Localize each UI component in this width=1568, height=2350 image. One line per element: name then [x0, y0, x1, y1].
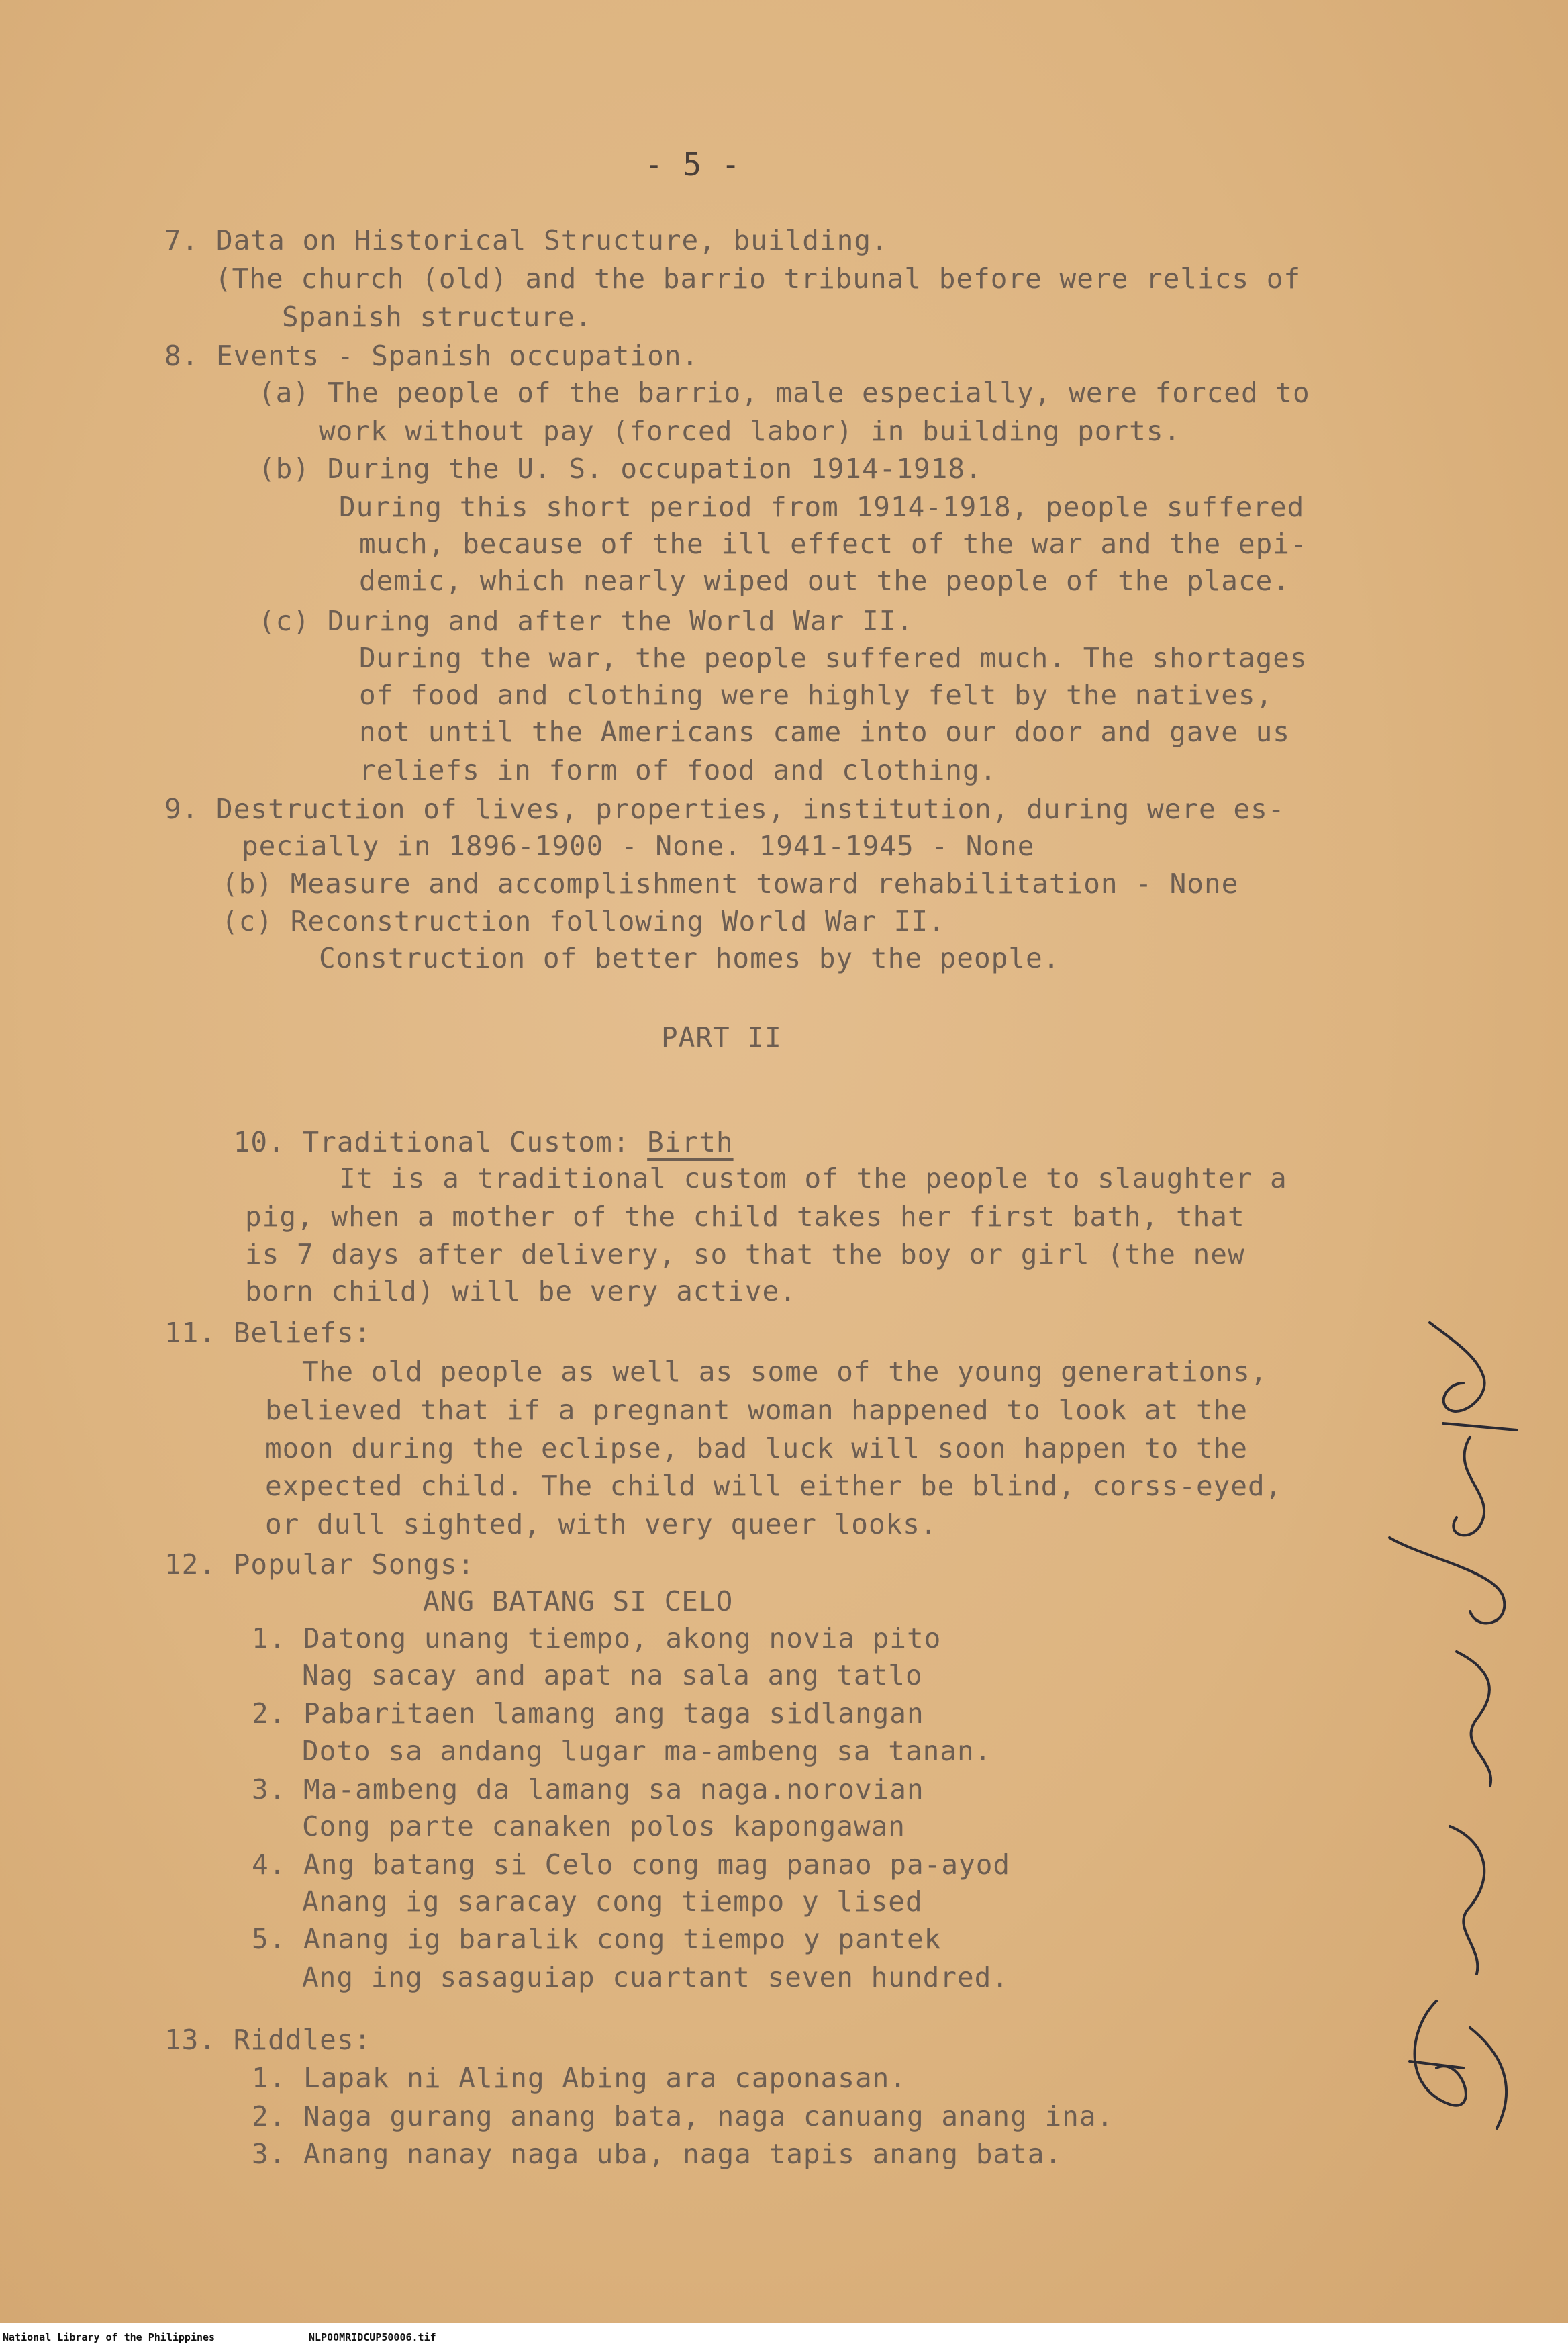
item-8-line: (a) The people of the barrio, male especially, were forced to: [258, 377, 1310, 409]
riddle-line: 1. Lapak ni Aling Abing ara caponasan.: [252, 2062, 907, 2094]
page-number: - 5 -: [644, 146, 741, 183]
custom-heading-label: 10. Traditional Custom:: [233, 1126, 648, 1158]
item-9-line: Construction of better homes by the people.: [319, 942, 1061, 974]
song-line: Ang ing sasaguiap cuartant seven hundred.: [302, 1961, 1010, 1993]
song-line: Nag sacay and apat na sala ang tatlo: [302, 1659, 923, 1691]
item-8-heading: 8. Events - Spanish occupation.: [164, 340, 699, 372]
item-8-line: (b) During the U. S. occupation 1914-1918.: [258, 453, 983, 485]
beliefs-line: The old people as well as some of the young generations,: [302, 1356, 1268, 1388]
song-line: 2. Pabaritaen lamang ang taga sidlangan: [252, 1697, 924, 1730]
item-8-line: of food and clothing were highly felt by the natives,: [359, 679, 1273, 711]
song-line: 5. Anang ig baralik cong tiempo y pantek: [252, 1923, 942, 1955]
footer-bar: [0, 2323, 1568, 2350]
birth-line: is 7 days after delivery, so that the boy or girl (the new: [245, 1238, 1245, 1270]
song-line: 1. Datong unang tiempo, akong novia pito: [252, 1622, 942, 1654]
item-8-line: much, because of the ill effect of the war and the epi-: [359, 528, 1308, 560]
song-line: 3. Ma-ambeng da lamang sa naga.norovian: [252, 1773, 924, 1805]
song-line: Cong parte canaken polos kapongawan: [302, 1810, 905, 1842]
song-line: Anang ig saracay cong tiempo y lised: [302, 1885, 923, 1918]
songs-heading: 12. Popular Songs:: [164, 1548, 475, 1581]
riddle-line: 3. Anang nanay naga uba, naga tapis anang bata.: [252, 2138, 1063, 2170]
item-8-line: demic, which nearly wiped out the people of the place.: [359, 565, 1290, 597]
part-heading: PART II: [661, 1021, 782, 1053]
birth-line: born child) will be very active.: [245, 1275, 797, 1307]
custom-heading-topic: Birth: [647, 1126, 734, 1158]
item-9-line: (b) Measure and accomplishment toward rehabilitation - None: [222, 867, 1239, 900]
beliefs-line: moon during the eclipse, bad luck will soon happen to the: [265, 1432, 1248, 1464]
riddles-heading: 13. Riddles:: [164, 2024, 372, 2056]
birth-line: pig, when a mother of the child takes her first bath, that: [245, 1201, 1245, 1233]
item-8-line: not until the Americans came into our door and gave us: [359, 716, 1290, 748]
song-line: 4. Ang batang si Celo cong mag panao pa-ayod: [252, 1848, 1011, 1881]
item-7-line: Spanish structure.: [282, 301, 593, 333]
beliefs-heading: 11. Beliefs:: [164, 1317, 372, 1349]
item-8-line: work without pay (forced labor) in building ports.: [319, 415, 1181, 447]
beliefs-line: believed that if a pregnant woman happened to look at the: [265, 1394, 1248, 1426]
item-8-line: reliefs in form of food and clothing.: [359, 754, 997, 786]
item-8-line: (c) During and after the World War II.: [258, 605, 914, 637]
item-8-line: During the war, the people suffered much. The shortages: [359, 642, 1308, 674]
item-9-line: (c) Reconstruction following World War II.: [222, 905, 946, 937]
song-title: ANG BATANG SI CELO: [423, 1585, 734, 1617]
item-7-line: (The church (old) and the barrio tribunal before were relics of: [215, 263, 1302, 295]
footer-file-name: NLP00MRIDCUP50006.tif: [309, 2331, 436, 2343]
item-9-line: pecially in 1896-1900 - None. 1941-1945 - None: [242, 830, 1035, 862]
birth-line: It is a traditional custom of the people to slaughter a: [339, 1162, 1287, 1194]
footer-library-name: National Library of the Philippines: [3, 2331, 215, 2343]
item-8-line: During this short period from 1914-1918, people suffered: [339, 491, 1305, 523]
item-9-heading: 9. Destruction of lives, properties, institution, during were es-: [164, 793, 1285, 825]
beliefs-line: expected child. The child will either be blind, corss-eyed,: [265, 1470, 1283, 1502]
handwritten-signature: [1383, 1316, 1557, 2155]
item-7-heading: 7. Data on Historical Structure, building.: [164, 224, 889, 256]
song-line: Doto sa andang lugar ma-ambeng sa tanan.: [302, 1735, 992, 1767]
beliefs-line: or dull sighted, with very queer looks.: [265, 1508, 938, 1540]
riddle-line: 2. Naga gurang anang bata, naga canuang anang ina.: [252, 2100, 1114, 2132]
